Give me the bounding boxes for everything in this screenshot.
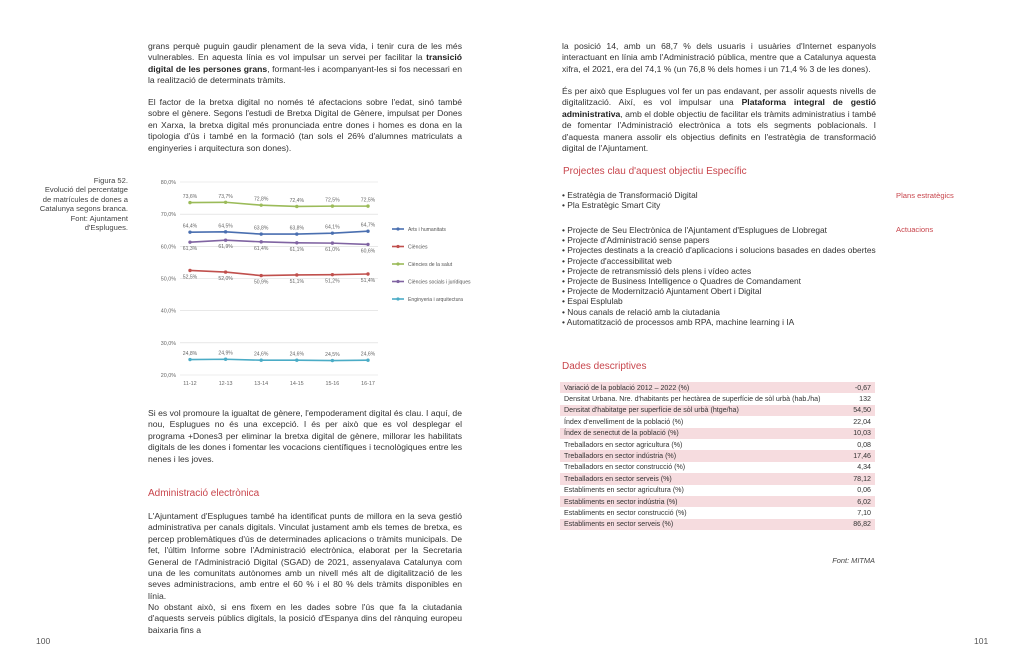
row-value: 17,46 (847, 450, 875, 461)
row-label: Treballadors en sector indústria (%) (560, 450, 847, 461)
page-number-right: 101 (974, 636, 989, 646)
data-point (295, 205, 298, 208)
y-tick-label: 20,0% (160, 373, 176, 379)
section-title-data: Dades descriptives (562, 361, 647, 372)
descriptive-data-table (560, 382, 875, 530)
row-value: 10,03 (847, 428, 875, 439)
ranking-paragraph: No obstant això, si ens fixem en les dades sobre l'ús que fa la ciutadania d'aquests serveis públics digitals, la posició d'Espanya dins del rànquing europeu baixaria fins a (148, 602, 462, 635)
data-label: 51,1% (289, 278, 305, 285)
data-point (260, 359, 263, 362)
legend-label: Enginyeria i arquitectura (408, 297, 463, 303)
data-label: 61,3% (182, 246, 198, 253)
row-label: Establiments en sector serveis (%) (560, 519, 847, 530)
data-label: 64,7% (360, 222, 376, 229)
series-line (190, 270, 368, 275)
row-value: 4,34 (857, 463, 871, 472)
data-label: 64,4% (182, 223, 198, 230)
data-label: 61,1% (289, 246, 305, 253)
list-item: • Automatització de processos amb RPA, machine learning i IA (562, 317, 892, 327)
x-tick-label: 11-12 (183, 381, 197, 387)
list-item: • Projecte de retransmissió dels plens i vídeo actes (562, 266, 892, 276)
data-label: 24,5% (325, 352, 340, 359)
table-row (560, 393, 875, 404)
series-line (190, 231, 368, 234)
data-point (295, 232, 298, 235)
table-row (560, 405, 875, 416)
list-item: • Projecte d'accessibilitat web (562, 256, 892, 266)
y-tick-label: 60,0% (160, 244, 176, 251)
list-item: • Nous canals de relació amb la ciutadania (562, 307, 892, 317)
data-label: 52,0% (218, 276, 233, 283)
data-point (224, 230, 227, 233)
row-label: Treballadors en sector serveis (%) (560, 473, 847, 484)
data-label: 64,1% (325, 224, 340, 231)
data-point (366, 243, 369, 246)
data-point (224, 358, 227, 361)
data-label: 51,2% (325, 278, 340, 285)
data-point (366, 204, 369, 207)
page-number-left: 100 (36, 636, 51, 646)
data-point (260, 274, 263, 277)
list-item: • Projecte de Modernització Ajuntament Obert i Digital (562, 286, 892, 296)
data-label: 73,6% (182, 194, 198, 201)
section-title-admin: Administració electrònica (148, 488, 260, 499)
legend-marker (396, 262, 399, 265)
data-point (260, 232, 263, 235)
table-row (560, 462, 875, 473)
data-label: 61,4% (253, 245, 269, 252)
data-point (224, 201, 227, 204)
enrollment-line-chart (140, 172, 475, 392)
legend-marker (396, 297, 399, 300)
row-value: 86,82 (847, 519, 875, 530)
legend-label: Ciències socials i jurídiques (408, 279, 471, 286)
legend-marker (396, 227, 399, 230)
legend-label: Ciències de la salut (408, 262, 453, 268)
table-row (560, 428, 875, 439)
table-source: Font: MITMA (832, 556, 875, 565)
list-item: • Projectes destinats a la creació d'aplicacions i solucions basades en dades obertes (562, 245, 892, 255)
legend-label: Arts i humanitats (408, 227, 446, 233)
y-tick-label: 40,0% (160, 308, 176, 315)
x-tick-label: 14-15 (289, 381, 304, 387)
data-label: 24,9% (218, 350, 233, 357)
row-value: -0,67 (847, 382, 875, 393)
data-label: 24,8% (182, 351, 198, 358)
data-label: 72,8% (253, 196, 269, 203)
row-value: 7,10 (857, 508, 871, 517)
data-point (224, 239, 227, 242)
row-label: Índex de senectut de la població (%) (560, 428, 847, 439)
position-paragraph: la posició 14, amb un 68,7 % dels usuaris i usuàries d'Internet espanyols interactuant en línia amb l'Administració pública, mentre que a Catalunya aquesta xifra, el 2021, era del 74,1 % (un 76,8 % dels homes i un 71,4 % 3 de les dones). (562, 41, 876, 74)
list-item: • Projecte de Seu Electrònica de l'Ajuntament d'Esplugues de Llobregat (562, 225, 892, 235)
section-title-projects: Projectes clau d'aquest objectiu Específic (563, 166, 747, 177)
data-point (188, 201, 191, 204)
y-tick-label: 80,0% (160, 180, 176, 186)
series-line (190, 359, 368, 360)
data-point (295, 241, 298, 244)
row-value: 22,04 (853, 417, 871, 426)
admin-paragraph: L'Ajuntament d'Esplugues també ha identificat punts de millora en la seva gestió administrativa per canals digitals. Vinculat justament amb els temes de bretxa, es percep problemàtiques d'ús de determinades aplicacions o tràmits municipals. De fet, l'últim Informe sobre l'Administració electrònica, elaborat per la Secretaria General de l'Administració Digital (SGAD) de 2021, assenyalava Catalunya com una de les comunitats autònomes amb un nivell més alt de digitalització de les seves administracions, amb entre el 60 % i el 80 % dels tràmits disponibles en línia. (148, 511, 462, 601)
list-item: • Espai Esplulab (562, 296, 892, 306)
data-point (188, 240, 191, 243)
intro-paragraph: grans perquè puguin gaudir plenament de la seva vida, i tenir cura de les més vulnerables. En aquesta línia es vol impulsar un servei per facilitar la transició digital de les persones grans, formant-les i acompanyant-les si fos necessari en la realització de determinats tràmits. (148, 41, 462, 86)
row-value: 0,06 (857, 486, 871, 495)
data-point (188, 230, 191, 233)
row-label: Treballadors en sector agricultura (%) (564, 440, 683, 449)
data-label: 24,6% (289, 351, 305, 358)
platform-paragraph: És per això que Esplugues vol fer un pas endavant, per assolir aquests nivells de digitalització. Així, es vol impulsar una Plataforma integral de gestió administrativa, amb el doble objectiu de facilitar els tràmits administratius i també de fomentar l'Administració electrònica a tots els segments poblacionals. I d'aquesta manera assolir els objectius definits en l'estratègia de transformació digital de l'Ajuntament. (562, 86, 876, 154)
row-value: 6,02 (847, 496, 875, 507)
data-point (331, 231, 334, 234)
data-label: 72,5% (325, 197, 340, 204)
row-label: Establiments en sector agricultura (%) (564, 486, 684, 495)
x-tick-label: 15-16 (325, 381, 340, 387)
row-value: 54,50 (847, 405, 875, 416)
actions-list (562, 225, 892, 327)
data-label: 51,4% (360, 277, 376, 284)
list-item: • Projecte de Business Intelligence o Quadres de Comandament (562, 276, 892, 286)
data-label: 73,7% (218, 193, 233, 200)
equality-paragraph: Si es vol promoure la igualtat de gènere, l'empoderament digital és clau. I aquí, de nou, Esplugues no és una excepció. I és per això que es vol desplegar el programa +Dones3 per eliminar la bretxa digital de gènere, millorar les habilitats digitals de les dones i fomentar les vocacions científiques i tecnològiques entre les nenes i les joves. (148, 408, 462, 464)
series-line (190, 240, 368, 244)
row-value: 0,08 (857, 440, 871, 449)
row-label: Densitat Urbana. Nre. d'habitants per hectàrea de superfície de sòl urbà (hab./ha) (564, 395, 821, 404)
row-value: 78,12 (847, 473, 875, 484)
x-tick-label: 12-13 (218, 381, 233, 387)
data-label: 63,8% (253, 225, 269, 232)
data-point (331, 204, 334, 207)
data-label: 72,5% (360, 197, 376, 204)
data-label: 64,5% (218, 223, 233, 230)
x-tick-label: 16-17 (361, 381, 375, 387)
figure-caption: Figura 52. Evolució del percentatge de matrícules de dones a Catalunya segons branca. Font: Ajuntament d'Esplugues. (39, 176, 128, 233)
data-point (366, 272, 369, 275)
table-row (560, 496, 875, 507)
data-point (188, 358, 191, 361)
data-point (331, 273, 334, 276)
row-label: Establiments en sector indústria (%) (560, 496, 847, 507)
table-row (560, 485, 875, 496)
legend-label: Ciències (408, 244, 428, 251)
data-point (331, 359, 334, 362)
data-point (260, 240, 263, 243)
table-row (560, 416, 875, 427)
list-item: • Projecte d'Administració sense papers (562, 235, 892, 245)
data-label: 72,4% (289, 197, 305, 204)
list-item: • Pla Estratègic Smart City (562, 200, 882, 210)
data-point (295, 273, 298, 276)
data-point (366, 230, 369, 233)
table-row (560, 507, 875, 518)
list-item: • Estratègia de Transformació Digital (562, 190, 882, 200)
data-label: 61,0% (325, 247, 340, 254)
data-label: 24,6% (360, 351, 376, 358)
row-label: Índex d'envelliment de la població (%) (564, 417, 684, 426)
y-tick-label: 50,0% (160, 276, 176, 283)
table-row (560, 439, 875, 450)
y-tick-label: 30,0% (160, 340, 176, 347)
data-label: 24,6% (253, 351, 269, 358)
data-label: 50,9% (253, 279, 269, 286)
data-label: 52,5% (182, 274, 198, 281)
data-label: 60,6% (360, 248, 376, 255)
row-label: Treballadors en sector construcció (%) (564, 463, 686, 472)
data-point (295, 359, 298, 362)
data-label: 61,9% (218, 244, 233, 251)
data-point (331, 241, 334, 244)
row-label: Densitat d'habitatge per superfície de sòl urbà (htge/ha) (560, 405, 847, 416)
gender-gap-paragraph: El factor de la bretxa digital no només té afectacions sobre l'edat, sinó també sobre el gènere. Segons l'estudi de Bretxa Digital de Gènere, impulsat per Dones en Xarxa, la bretxa digital més pronunciada entre dones i homes es dona en la tipologia d'ús i també en la formació (tan sols el 26% d'alumnes matriculats a enginyeries i arquitectura son dones). (148, 97, 462, 153)
legend-marker (396, 245, 399, 248)
data-point (224, 270, 227, 273)
table-row (560, 519, 875, 530)
data-point (188, 269, 191, 272)
data-point (260, 203, 263, 206)
data-label: 63,8% (289, 225, 305, 232)
row-label: Establiments en sector construcció (%) (564, 508, 687, 517)
table-row (560, 473, 875, 484)
row-label: Variació de la població 2012 – 2022 (%) (560, 382, 847, 393)
y-tick-label: 70,0% (160, 212, 176, 219)
x-tick-label: 13-14 (254, 381, 269, 387)
table-row (560, 382, 875, 393)
legend-marker (396, 280, 399, 283)
row-value: 132 (859, 395, 871, 404)
plans-list (562, 190, 882, 210)
table-row (560, 450, 875, 461)
actions-label: Actuacions (896, 225, 934, 234)
data-point (366, 359, 369, 362)
series-line (190, 202, 368, 206)
plans-label: Plans estratègics (896, 191, 954, 200)
